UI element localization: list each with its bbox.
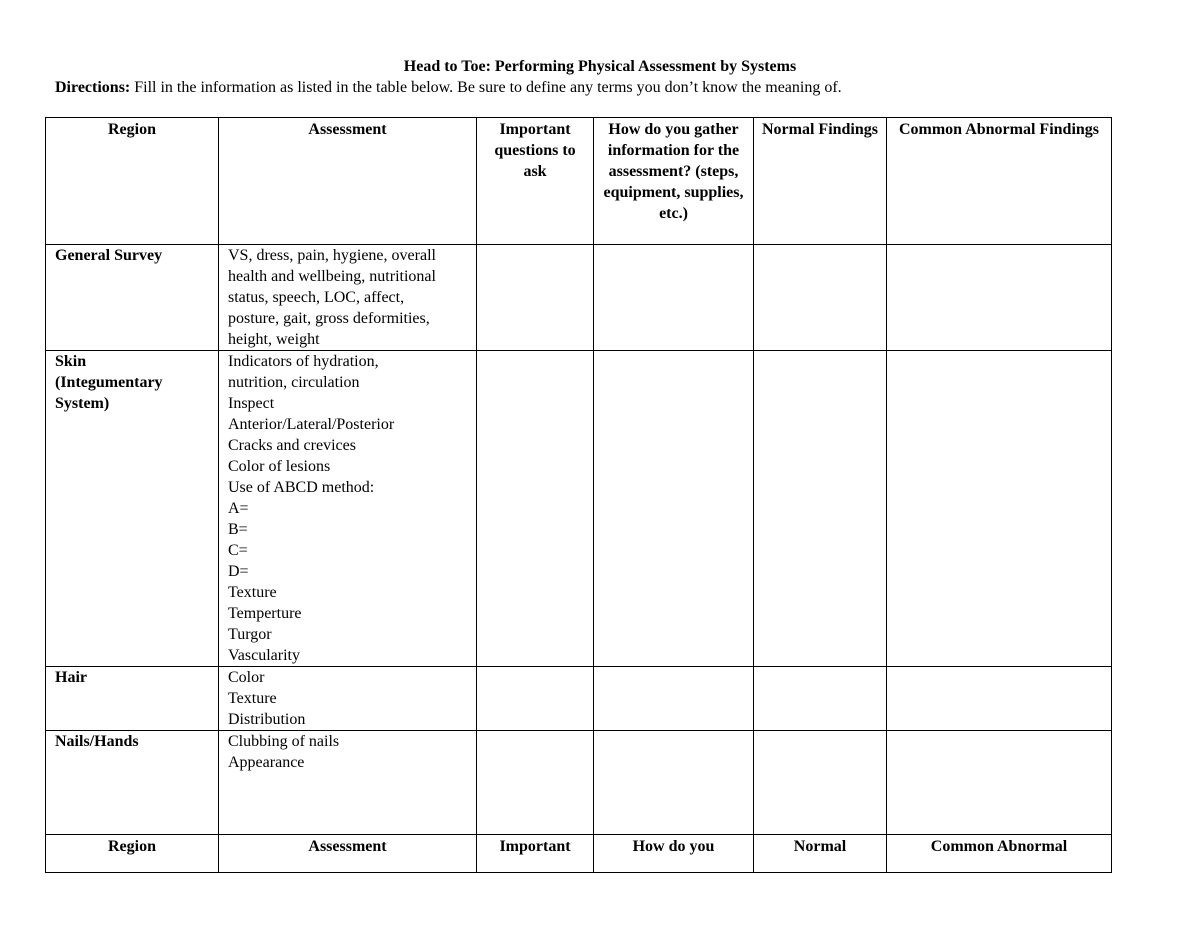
assessment-cell	[219, 245, 477, 351]
assessment-line: Clubbing of nails	[228, 733, 340, 750]
assessment-cell	[219, 731, 477, 835]
abnormal-findings-answer-cell[interactable]	[887, 245, 1112, 351]
repeat-header-normal: Normal	[754, 835, 887, 873]
assessment-line: Appearance	[228, 754, 305, 771]
assessment-line: Color	[228, 669, 265, 686]
assessment-line: D=	[228, 563, 249, 580]
repeat-header-region: Region	[46, 835, 219, 873]
header-normal-findings: Normal Findings	[754, 118, 887, 245]
header-region: Region	[46, 118, 219, 245]
assessment-line: Distribution	[228, 711, 306, 728]
table-header-row	[46, 118, 1112, 245]
assessment-line: VS, dress, pain, hygiene, overall	[228, 247, 436, 264]
repeat-header-common-abnormal: Common Abnormal	[887, 835, 1112, 873]
assessment-line: status, speech, LOC, affect,	[228, 289, 405, 306]
region-cell: Hair	[46, 667, 219, 731]
assessment-line: nutrition, circulation	[228, 374, 360, 391]
directions	[55, 78, 842, 97]
repeat-header-important: Important	[477, 835, 594, 873]
assessment-line: Indicators of hydration,	[228, 353, 379, 370]
header-assessment: Assessment	[219, 118, 477, 245]
normal-findings-answer-cell[interactable]	[754, 667, 887, 731]
assessment-table	[45, 117, 1112, 873]
abnormal-findings-answer-cell[interactable]	[887, 667, 1112, 731]
region-cell: Nails/Hands	[46, 731, 219, 835]
table-row	[46, 245, 1112, 351]
assessment-line: height, weight	[228, 331, 320, 348]
directions-label: Directions:	[55, 79, 131, 96]
table-row	[46, 351, 1112, 667]
region-cell	[46, 351, 219, 667]
assessment-line: Anterior/Lateral/Posterior	[228, 416, 395, 433]
gather-info-answer-cell[interactable]	[594, 245, 754, 351]
normal-findings-answer-cell[interactable]	[754, 731, 887, 835]
assessment-line: Cracks and crevices	[228, 437, 356, 454]
directions-text: Fill in the information as listed in the table below. Be sure to define any terms you don’t know the meaning of.	[130, 79, 842, 96]
gather-info-answer-cell[interactable]	[594, 731, 754, 835]
region-label: Skin (Integumentary System)	[55, 353, 163, 412]
assessment-line: Texture	[228, 584, 277, 601]
assessment-line: Vascularity	[228, 647, 300, 664]
assessment-line: Inspect	[228, 395, 275, 412]
assessment-line: Color of lesions	[228, 458, 331, 475]
questions-answer-cell[interactable]	[477, 351, 594, 667]
assessment-line: Turgor	[228, 626, 272, 643]
questions-answer-cell[interactable]	[477, 667, 594, 731]
assessment-cell	[219, 667, 477, 731]
assessment-line: C=	[228, 542, 248, 559]
assessment-line: B=	[228, 521, 248, 538]
table-row	[46, 731, 1112, 835]
abnormal-findings-answer-cell[interactable]	[887, 351, 1112, 667]
questions-answer-cell[interactable]	[477, 245, 594, 351]
assessment-line: health and wellbeing, nutritional	[228, 268, 436, 285]
region-cell: General Survey	[46, 245, 219, 351]
header-abnormal-findings: Common Abnormal Findings	[887, 118, 1112, 245]
table-row	[46, 667, 1112, 731]
repeat-header-assessment: Assessment	[219, 835, 477, 873]
questions-answer-cell[interactable]	[477, 731, 594, 835]
header-how-gather-info: How do you gather information for the assessment? (steps, equipment, supplies, etc.)	[594, 118, 754, 245]
gather-info-answer-cell[interactable]	[594, 667, 754, 731]
header-important-questions: Important questions to ask	[477, 118, 594, 245]
assessment-cell	[219, 351, 477, 667]
assessment-line: Temperture	[228, 605, 302, 622]
repeat-header-how-do-you: How do you	[594, 835, 754, 873]
normal-findings-answer-cell[interactable]	[754, 351, 887, 667]
table-repeat-header-row	[46, 835, 1112, 873]
assessment-line: A=	[228, 500, 249, 517]
abnormal-findings-answer-cell[interactable]	[887, 731, 1112, 835]
gather-info-answer-cell[interactable]	[594, 351, 754, 667]
assessment-line: Use of ABCD method:	[228, 479, 375, 496]
assessment-line: Texture	[228, 690, 277, 707]
document-title: Head to Toe: Performing Physical Assessment by Systems	[403, 58, 797, 75]
assessment-line: posture, gait, gross deformities,	[228, 310, 430, 327]
normal-findings-answer-cell[interactable]	[754, 245, 887, 351]
